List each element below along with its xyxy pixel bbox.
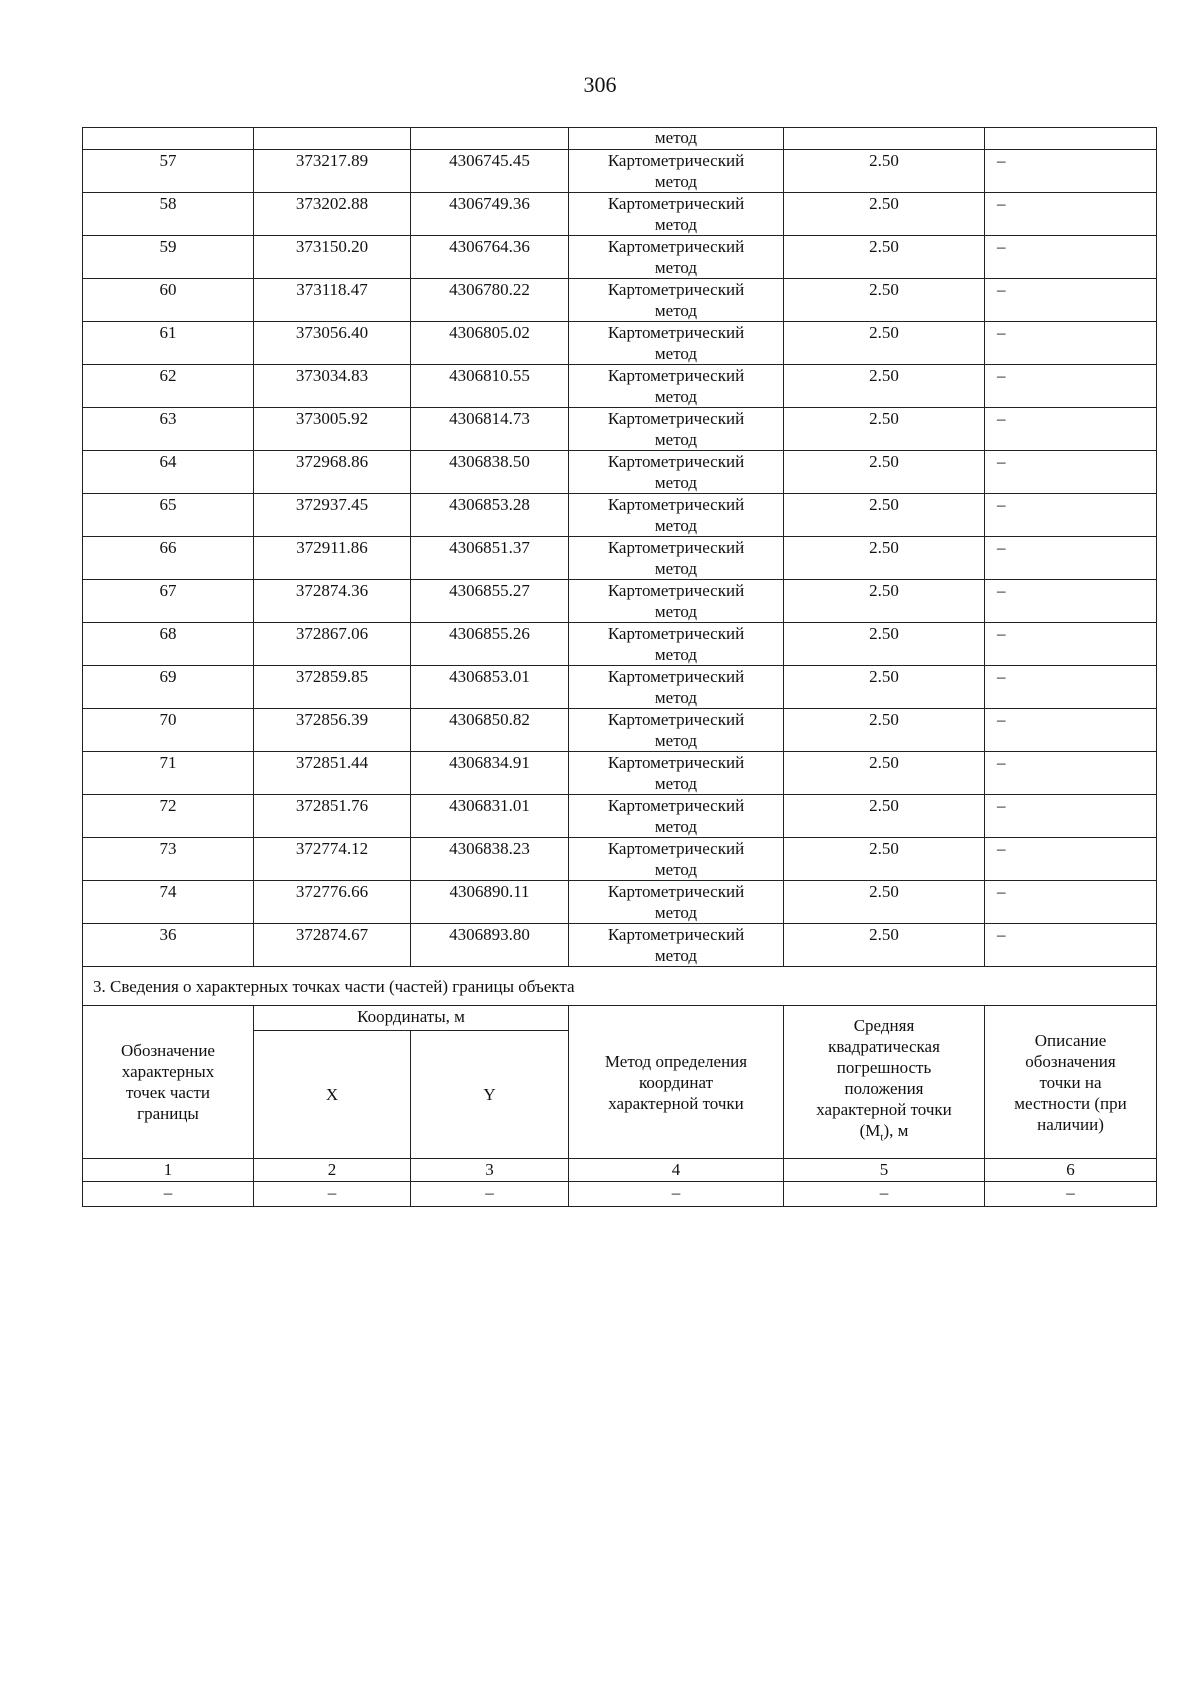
coord-x: 372776.66 <box>254 881 411 924</box>
coord-y: 4306834.91 <box>411 752 569 795</box>
method: Картометрический метод <box>569 666 784 709</box>
mean-error: 2.50 <box>784 795 985 838</box>
table-row <box>83 881 1157 924</box>
header-method: Метод определения координат характерной точки <box>569 1006 784 1159</box>
coord-x: 372874.67 <box>254 924 411 967</box>
point-number: 69 <box>83 666 254 709</box>
coord-x: 373056.40 <box>254 322 411 365</box>
point-number: 57 <box>83 150 254 193</box>
coordinates-table <box>82 127 1157 1207</box>
mean-error: 2.50 <box>784 494 985 537</box>
mean-error: 2.50 <box>784 322 985 365</box>
method: Картометрический метод <box>569 365 784 408</box>
method: Картометрический метод <box>569 322 784 365</box>
description: – <box>985 838 1157 881</box>
continued-method-text: метод <box>654 128 698 147</box>
coord-x: 372851.44 <box>254 752 411 795</box>
coord-y: 4306814.73 <box>411 408 569 451</box>
point-number: 63 <box>83 408 254 451</box>
coord-x: 372968.86 <box>254 451 411 494</box>
description: – <box>985 580 1157 623</box>
description: – <box>985 236 1157 279</box>
coord-y: 4306838.50 <box>411 451 569 494</box>
coord-y: 4306890.11 <box>411 881 569 924</box>
coord-x: 372859.85 <box>254 666 411 709</box>
table-row <box>83 494 1157 537</box>
method: Картометрический метод <box>569 279 784 322</box>
method: Картометрический метод <box>569 193 784 236</box>
column-number: 6 <box>985 1159 1157 1182</box>
header-y: Y <box>411 1031 569 1159</box>
coord-y: 4306764.36 <box>411 236 569 279</box>
coord-x: 372911.86 <box>254 537 411 580</box>
table-row <box>83 795 1157 838</box>
header-coordinates: Координаты, м <box>254 1006 569 1031</box>
mean-error: 2.50 <box>784 150 985 193</box>
table-row <box>83 838 1157 881</box>
description: – <box>985 795 1157 838</box>
header-x: X <box>254 1031 411 1159</box>
description: – <box>985 752 1157 795</box>
method: Картометрический метод <box>569 924 784 967</box>
coord-y: 4306810.55 <box>411 365 569 408</box>
description: – <box>985 150 1157 193</box>
description: – <box>985 623 1157 666</box>
page-number: 306 <box>583 72 617 97</box>
section-3-title: 3. Сведения о характерных точках части (частей) границы объекта <box>83 967 1157 1006</box>
continued-row <box>83 128 1157 150</box>
coord-y: 4306780.22 <box>411 279 569 322</box>
coord-x: 372867.06 <box>254 623 411 666</box>
column-number: 5 <box>784 1159 985 1182</box>
coord-y: 4306853.28 <box>411 494 569 537</box>
method: Картометрический метод <box>569 838 784 881</box>
coord-y: 4306850.82 <box>411 709 569 752</box>
description: – <box>985 451 1157 494</box>
coord-x: 372874.36 <box>254 580 411 623</box>
table-row <box>83 451 1157 494</box>
method: Картометрический метод <box>569 709 784 752</box>
coord-y: 4306851.37 <box>411 537 569 580</box>
point-number: 62 <box>83 365 254 408</box>
description: – <box>985 881 1157 924</box>
table-row <box>83 408 1157 451</box>
point-number: 58 <box>83 193 254 236</box>
table-row <box>83 709 1157 752</box>
description: – <box>985 924 1157 967</box>
description: – <box>985 365 1157 408</box>
empty-data-row <box>83 1182 1157 1207</box>
coord-x: 373150.20 <box>254 236 411 279</box>
method: Картометрический метод <box>569 881 784 924</box>
coord-x: 373118.47 <box>254 279 411 322</box>
coord-y: 4306831.01 <box>411 795 569 838</box>
coord-y: 4306893.80 <box>411 924 569 967</box>
column-number: 3 <box>411 1159 569 1182</box>
table-row <box>83 322 1157 365</box>
table-row <box>83 537 1157 580</box>
coord-y: 4306749.36 <box>411 193 569 236</box>
mean-error: 2.50 <box>784 537 985 580</box>
mean-error: 2.50 <box>784 838 985 881</box>
mean-error: 2.50 <box>784 623 985 666</box>
table-row <box>83 279 1157 322</box>
method: Картометрический метод <box>569 150 784 193</box>
description: – <box>985 408 1157 451</box>
empty-cell: – <box>985 1182 1157 1207</box>
coord-x: 373005.92 <box>254 408 411 451</box>
method: Картометрический метод <box>569 537 784 580</box>
mean-error: 2.50 <box>784 365 985 408</box>
table-row <box>83 236 1157 279</box>
description: – <box>985 279 1157 322</box>
coord-x: 373202.88 <box>254 193 411 236</box>
mean-error: 2.50 <box>784 193 985 236</box>
method: Картометрический метод <box>569 752 784 795</box>
mean-error: 2.50 <box>784 881 985 924</box>
method: Картометрический метод <box>569 451 784 494</box>
description: – <box>985 666 1157 709</box>
description: – <box>985 322 1157 365</box>
table-row <box>83 193 1157 236</box>
coord-y: 4306853.01 <box>411 666 569 709</box>
point-number: 70 <box>83 709 254 752</box>
coord-y: 4306838.23 <box>411 838 569 881</box>
table-row <box>83 924 1157 967</box>
table-row <box>83 752 1157 795</box>
point-number: 66 <box>83 537 254 580</box>
method: Картометрический метод <box>569 494 784 537</box>
point-number: 61 <box>83 322 254 365</box>
point-number: 59 <box>83 236 254 279</box>
column-number: 2 <box>254 1159 411 1182</box>
empty-cell: – <box>784 1182 985 1207</box>
empty-cell: – <box>83 1182 254 1207</box>
mean-error: 2.50 <box>784 279 985 322</box>
empty-cell: – <box>254 1182 411 1207</box>
mean-error: 2.50 <box>784 709 985 752</box>
coord-x: 373034.83 <box>254 365 411 408</box>
header-description: Описание обозначения точки на местности (при наличии) <box>985 1006 1157 1159</box>
point-number: 74 <box>83 881 254 924</box>
coord-y: 4306855.26 <box>411 623 569 666</box>
method: Картометрический метод <box>569 795 784 838</box>
method: Картометрический метод <box>569 580 784 623</box>
coord-x: 372851.76 <box>254 795 411 838</box>
section-3-title-row <box>83 967 1157 1006</box>
point-number: 36 <box>83 924 254 967</box>
header-point-designation: Обозначение характерных точек части границы <box>83 1006 254 1159</box>
coord-x: 372937.45 <box>254 494 411 537</box>
mean-error: 2.50 <box>784 924 985 967</box>
table-row <box>83 623 1157 666</box>
mean-error: 2.50 <box>784 580 985 623</box>
table-row <box>83 666 1157 709</box>
point-number: 73 <box>83 838 254 881</box>
coord-y: 4306745.45 <box>411 150 569 193</box>
mean-error: 2.50 <box>784 752 985 795</box>
coord-y: 4306855.27 <box>411 580 569 623</box>
column-number: 4 <box>569 1159 784 1182</box>
table-row <box>83 580 1157 623</box>
mean-error: 2.50 <box>784 451 985 494</box>
coord-y: 4306805.02 <box>411 322 569 365</box>
mean-error: 2.50 <box>784 236 985 279</box>
point-number: 60 <box>83 279 254 322</box>
mean-error: 2.50 <box>784 408 985 451</box>
empty-cell: – <box>569 1182 784 1207</box>
description: – <box>985 709 1157 752</box>
description: – <box>985 494 1157 537</box>
point-number: 65 <box>83 494 254 537</box>
coord-x: 372774.12 <box>254 838 411 881</box>
section-3-header-row <box>83 1006 1157 1031</box>
point-number: 71 <box>83 752 254 795</box>
table-row <box>83 150 1157 193</box>
coord-x: 372856.39 <box>254 709 411 752</box>
method: Картометрический метод <box>569 408 784 451</box>
mean-error: 2.50 <box>784 666 985 709</box>
point-number: 68 <box>83 623 254 666</box>
column-numbers-row <box>83 1159 1157 1182</box>
point-number: 72 <box>83 795 254 838</box>
description: – <box>985 537 1157 580</box>
header-mean-error: Средняя квадратическая погрешность положения характерной точки $(M_t)$, м <box>784 1006 985 1159</box>
empty-cell: – <box>411 1182 569 1207</box>
method: Картометрический метод <box>569 623 784 666</box>
point-number: 67 <box>83 580 254 623</box>
column-number: 1 <box>83 1159 254 1182</box>
table-row <box>83 365 1157 408</box>
coord-x: 373217.89 <box>254 150 411 193</box>
method: Картометрический метод <box>569 236 784 279</box>
point-number: 64 <box>83 451 254 494</box>
description: – <box>985 193 1157 236</box>
